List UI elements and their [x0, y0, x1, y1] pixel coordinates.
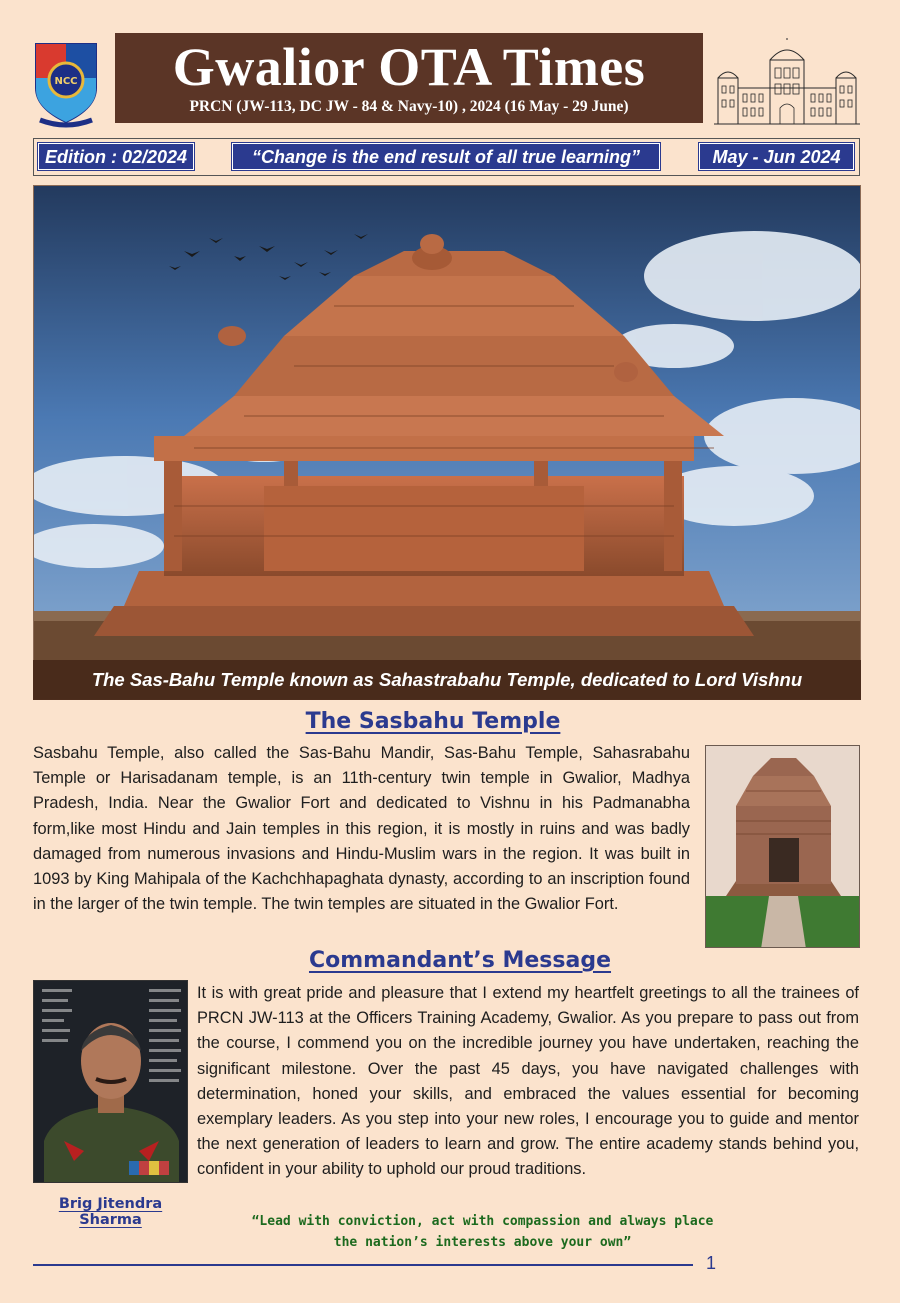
- masthead: [115, 33, 703, 123]
- commandant-portrait-photo: [33, 980, 188, 1183]
- page-number: 1: [706, 1253, 717, 1273]
- edition-bar: [33, 138, 860, 176]
- quote-line-1: “Lead with conviction, act with compassion and always place: [251, 1214, 714, 1229]
- commandant-quote: [220, 1211, 745, 1253]
- ncc-emblem-logo: [30, 38, 102, 130]
- edition-number: Edition : 02/2024: [38, 143, 194, 170]
- commandant-section-title: Commandant’s Message: [308, 948, 612, 973]
- sasbahu-temple-hero-photo: [33, 185, 861, 700]
- commandant-name: Brig Jitendra Sharma: [58, 1196, 163, 1228]
- newsletter-title: Gwalior OTA Times: [172, 37, 646, 97]
- temple-thumbnail-photo: [705, 745, 860, 948]
- academy-building-illustration: [712, 38, 862, 126]
- commandant-message-body: It is with great pride and pleasure that I extend my heartfelt greetings to all the trainees of PRCN JW-113 at the Officers Training Academy, Gwalior. As you prepare to pass out from the course, I commend you on the incredible journey you have undertaken, reaching the significant milestone. Over the past 45 days, you have navigated challenges with determination, honed your skills, and embraced the values essential for becoming exemplary leaders. As you step into your new roles, I encourage you to guide and mentor the next generation of leaders to learn and grow. The entire academy stands behind you, confident in your ability to uphold our proud traditions.: [197, 984, 859, 1179]
- edition-date: May - Jun 2024: [699, 143, 854, 170]
- sasbahu-article-body: Sasbahu Temple, also called the Sas-Bahu Mandir, Sas-Bahu Temple, Sahasrabahu Temple or Harisadanam temple, is an 11th-century twin temple in Gwalior, Madhya Pradesh, India. Near the Gwalior Fort and dedicated to Vishnu in his Padmanabha form,like most Hindu and Jain temples in this region, it is mostly in ruins and was badly damaged from numerous invasions and Hindu-Muslim wars in the region. It was built in 1093 by King Mahipala of the Kachchhapaghata dynasty, according to an inscription found in the larger of the twin temple. The twin temples are situated in the Gwalior Fort.: [33, 744, 690, 914]
- sasbahu-section-title: The Sasbahu Temple: [305, 709, 561, 734]
- quote-line-2: the nation’s interests above your own”: [333, 1235, 632, 1250]
- emblem-label: NCC: [54, 76, 78, 87]
- hero-caption: The Sas-Bahu Temple known as Sahastrabahu Temple, dedicated to Lord Vishnu: [33, 660, 861, 700]
- edition-motto: “Change is the end result of all true learning”: [232, 143, 660, 170]
- footer-divider: [33, 1264, 693, 1266]
- newsletter-subtitle: PRCN (JW-113, DC JW - 84 & Navy-10) , 2024 (16 May - 29 June): [189, 98, 629, 115]
